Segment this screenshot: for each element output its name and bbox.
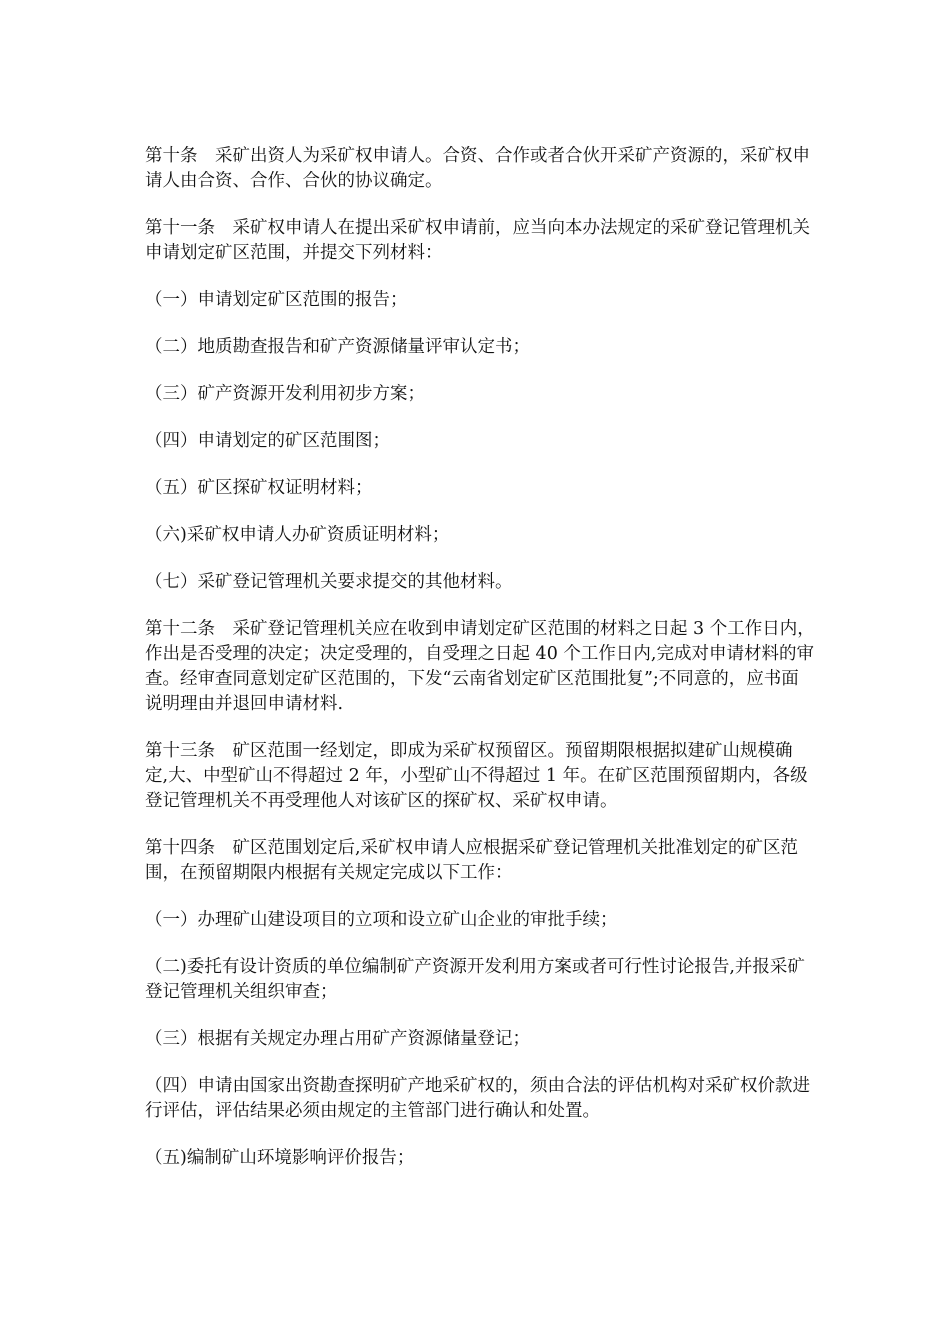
article-11: 第十一条 采矿权申请人在提出采矿权申请前，应当向本办法规定的采矿登记管理机关申请划定矿区范围，并提交下列材料：: [145, 218, 810, 263]
list-item: （四）申请划定的矿区范围图；: [145, 431, 390, 451]
list-item: （二)委托有设计资质的单位编制矿产资源开发利用方案或者可行性讨论报告,并报采矿登记管理机关组织审查；: [145, 957, 805, 1002]
article-14: 第十四条 矿区范围划定后,采矿权申请人应根据采矿登记管理机关批准划定的矿区范围，在预留期限内根据有关规定完成以下工作：: [145, 838, 799, 883]
list-item: （五)编制矿山环境影响评价报告；: [145, 1148, 415, 1168]
document-body: [145, 144, 815, 1193]
list-item: （一）申请划定矿区范围的报告；: [145, 290, 408, 310]
list-item: （六)采矿权申请人办矿资质证明材料；: [145, 525, 450, 545]
list-item: （一）办理矿山建设项目的立项和设立矿山企业的审批手续；: [145, 910, 618, 930]
list-item: （二）地质勘查报告和矿产资源储量评审认定书；: [145, 337, 530, 357]
list-item: （三）根据有关规定办理占用矿产资源储量登记；: [145, 1029, 530, 1049]
list-item: （七）采矿登记管理机关要求提交的其他材料。: [145, 572, 513, 592]
list-item: （三）矿产资源开发利用初步方案；: [145, 384, 425, 404]
article-10: 第十条 采矿出资人为采矿权申请人。合资、合作或者合伙开采矿产资源的，采矿权申请人由合资、合作、合伙的协议确定。: [145, 146, 810, 191]
list-item: （五）矿区探矿权证明材料；: [145, 478, 373, 498]
article-12: 第十二条 采矿登记管理机关应在收到申请划定矿区范围的材料之日起 3 个工作日内，作出是否受理的决定；决定受理的，自受理之日起 40 个工作日内,完成对申请材料的审查。经审查同意划定矿区范围的，下发“云南省划定矿区范围批复”;不同意的，应书面说明理由并退回申请材料.: [145, 619, 815, 714]
article-13: 第十三条 矿区范围一经划定，即成为采矿权预留区。预留期限根据拟建矿山规模确定,大、中型矿山不得超过 2 年，小型矿山不得超过 1 年。在矿区范围预留期内，各级登记管理机关不再受理他人对该矿区的探矿权、采矿权申请。: [145, 741, 808, 811]
list-item: （四）申请由国家出资勘查探明矿产地采矿权的，须由合法的评估机构对采矿权价款进行评估，评估结果必须由规定的主管部门进行确认和处置。: [145, 1076, 810, 1121]
